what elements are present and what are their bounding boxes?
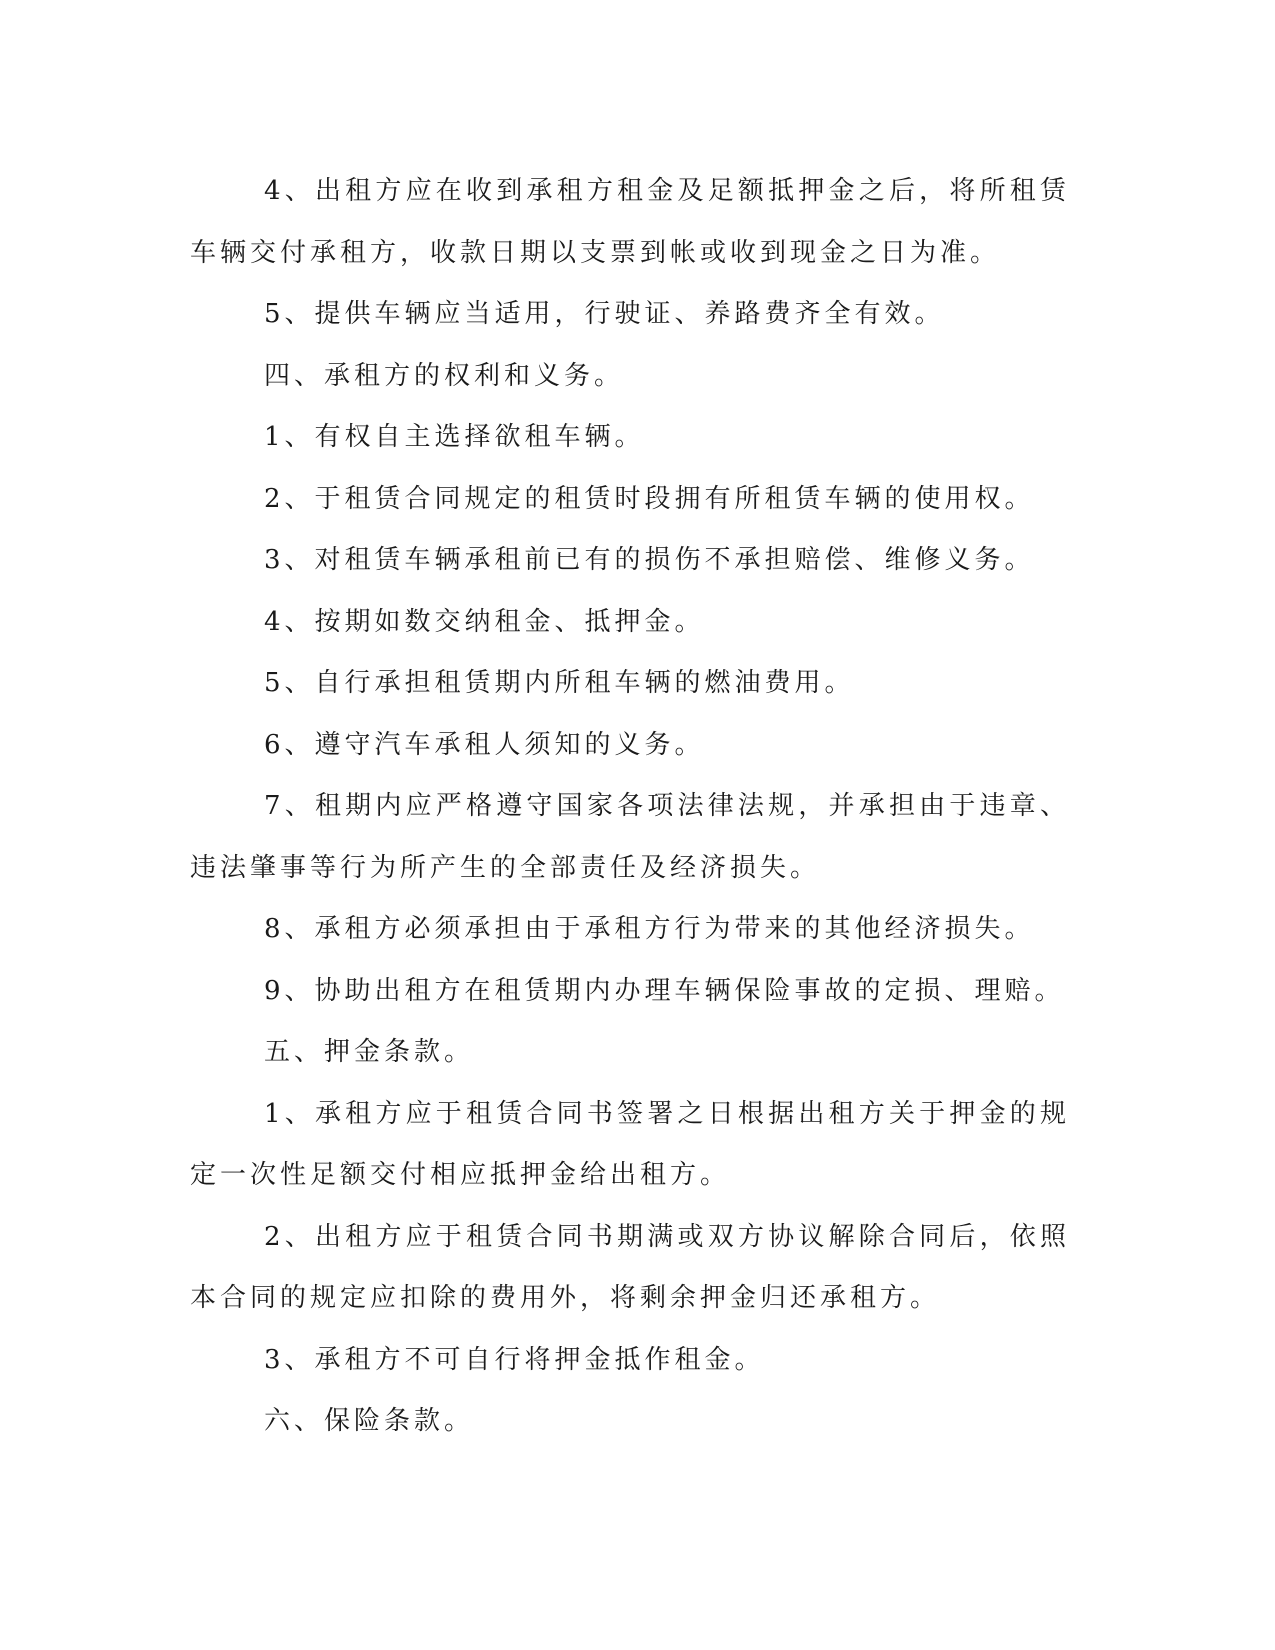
paragraph-choose-vehicle: 1、有权自主选择欲租车辆。 <box>264 422 645 452</box>
paragraph-deposit-not-rent: 3、承租方不可自行将押金抵作租金。 <box>264 1344 765 1375</box>
paragraph-deposit-return: 2、出租方应于租赁合同书期满或双方协议解除合同后，依照本合同的规定应扣除的费用外，将剩余押金归还承租方。 <box>190 1221 1070 1313</box>
paragraph-vehicle-documents: 5、提供车辆应当适用，行驶证、养路费齐全有效。 <box>264 299 945 329</box>
paragraph-renter-notice: 6、遵守汽车承租人须知的义务。 <box>264 729 705 760</box>
section-heading-lessee-rights: 四、承租方的权利和义务。 <box>264 360 625 391</box>
section-heading-insurance: 六、保险条款。 <box>264 1406 475 1436</box>
section-heading-deposit: 五、押金条款。 <box>264 1037 475 1067</box>
document-body <box>190 161 1070 1453</box>
paragraph-obey-laws: 7、租期内应严格遵守国家各项法律法规，并承担由于违章、违法肇事等行为所产生的全部责任及经济损失。 <box>190 791 1070 883</box>
paragraph-fuel-cost: 5、自行承担租赁期内所租车辆的燃油费用。 <box>264 668 855 698</box>
paragraph-insurance-claims: 9、协助出租方在租赁期内办理车辆保险事故的定损、理赔。 <box>264 975 1065 1006</box>
paragraph-lessor-delivery: 4、出租方应在收到承租方租金及足额抵押金之后，将所租赁车辆交付承租方，收款日期以支票到帐或收到现金之日为准。 <box>190 176 1070 268</box>
paragraph-prior-damage: 3、对租赁车辆承租前已有的损伤不承担赔偿、维修义务。 <box>264 545 1035 575</box>
paragraph-deposit-payment: 1、承租方应于租赁合同书签署之日根据出租方关于押金的规定一次性足额交付相应抵押金给出租方。 <box>190 1098 1070 1190</box>
paragraph-usage-right: 2、于租赁合同规定的租赁时段拥有所租赁车辆的使用权。 <box>264 483 1035 514</box>
paragraph-other-losses: 8、承租方必须承担由于承租方行为带来的其他经济损失。 <box>264 914 1035 944</box>
paragraph-pay-rent: 4、按期如数交纳租金、抵押金。 <box>264 606 705 637</box>
